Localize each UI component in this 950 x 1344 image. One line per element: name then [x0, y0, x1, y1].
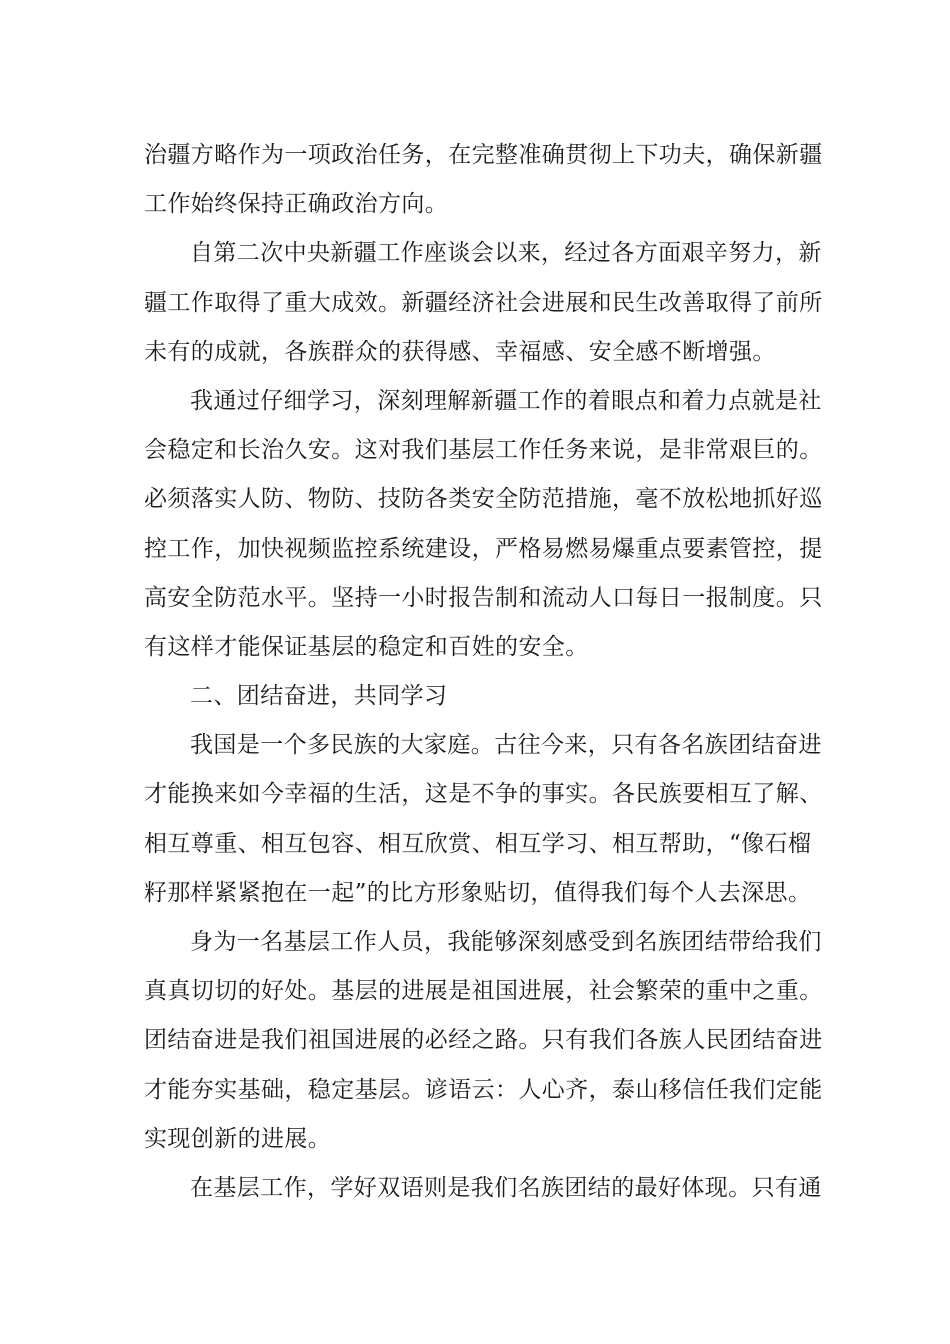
- text-line: 疆工作取得了重大成效。新疆经济社会进展和民生改善取得了前所: [144, 289, 823, 316]
- text-line: 控工作，加快视频监控系统建设，严格易燃易爆重点要素管控，提: [144, 535, 823, 562]
- text-line: 有这样才能保证基层的稳定和百姓的安全。: [144, 633, 589, 660]
- text-line: 我国是一个多民族的大家庭。古往今来，只有各名族团结奋进: [190, 732, 822, 759]
- text-line: 未有的成就，各族群众的获得感、幸福感、安全感不断增强。: [144, 338, 776, 365]
- text-line: 真真切切的好处。基层的进展是祖国进展，社会繁荣的重中之重。: [144, 978, 823, 1005]
- document-body: [144, 131, 823, 1213]
- text-line: 工作始终保持正确政治方向。: [144, 191, 449, 218]
- text-line: 才能夯实基础，稳定基层。谚语云：人心齐，泰山移信任我们定能: [144, 1076, 823, 1103]
- text-line: 必须落实人防、物防、技防各类安全防范措施，毫不放松地抓好巡: [144, 486, 823, 513]
- text-line: 身为一名基层工作人员，我能够深刻感受到名族团结带给我们: [190, 929, 822, 955]
- text-line: 才能换来如今幸福的生活，这是不争的事实。各民族要相互了解、: [144, 781, 823, 808]
- text-line: 籽那样紧紧抱在一起”的比方形象贴切，值得我们每个人去深思。: [144, 879, 812, 906]
- text-line: 二、团结奋进，共同学习: [190, 683, 448, 710]
- text-line: 相互尊重、相互包容、相互欣赏、相互学习、相互帮助，“像石榴: [144, 830, 812, 857]
- text-line: 高安全防范水平。坚持一小时报告制和流动人口每日一报制度。只: [144, 584, 823, 611]
- text-line: 会稳定和长治久安。这对我们基层工作任务来说，是非常艰巨的。: [144, 437, 823, 464]
- text-line: 我通过仔细学习，深刻理解新疆工作的着眼点和着力点就是社: [190, 387, 822, 414]
- text-line: 实现创新的进展。: [144, 1125, 332, 1152]
- text-line: 自第二次中央新疆工作座谈会以来，经过各方面艰辛努力，新: [190, 240, 822, 267]
- text-line: 治疆方略作为一项政治任务，在完整准确贯彻上下功夫，确保新疆: [144, 142, 823, 168]
- text-line: 在基层工作，学好双语则是我们名族团结的最好体现。只有通: [190, 1174, 822, 1201]
- text-line: 团结奋进是我们祖国进展的必经之路。只有我们各族人民团结奋进: [144, 1027, 823, 1054]
